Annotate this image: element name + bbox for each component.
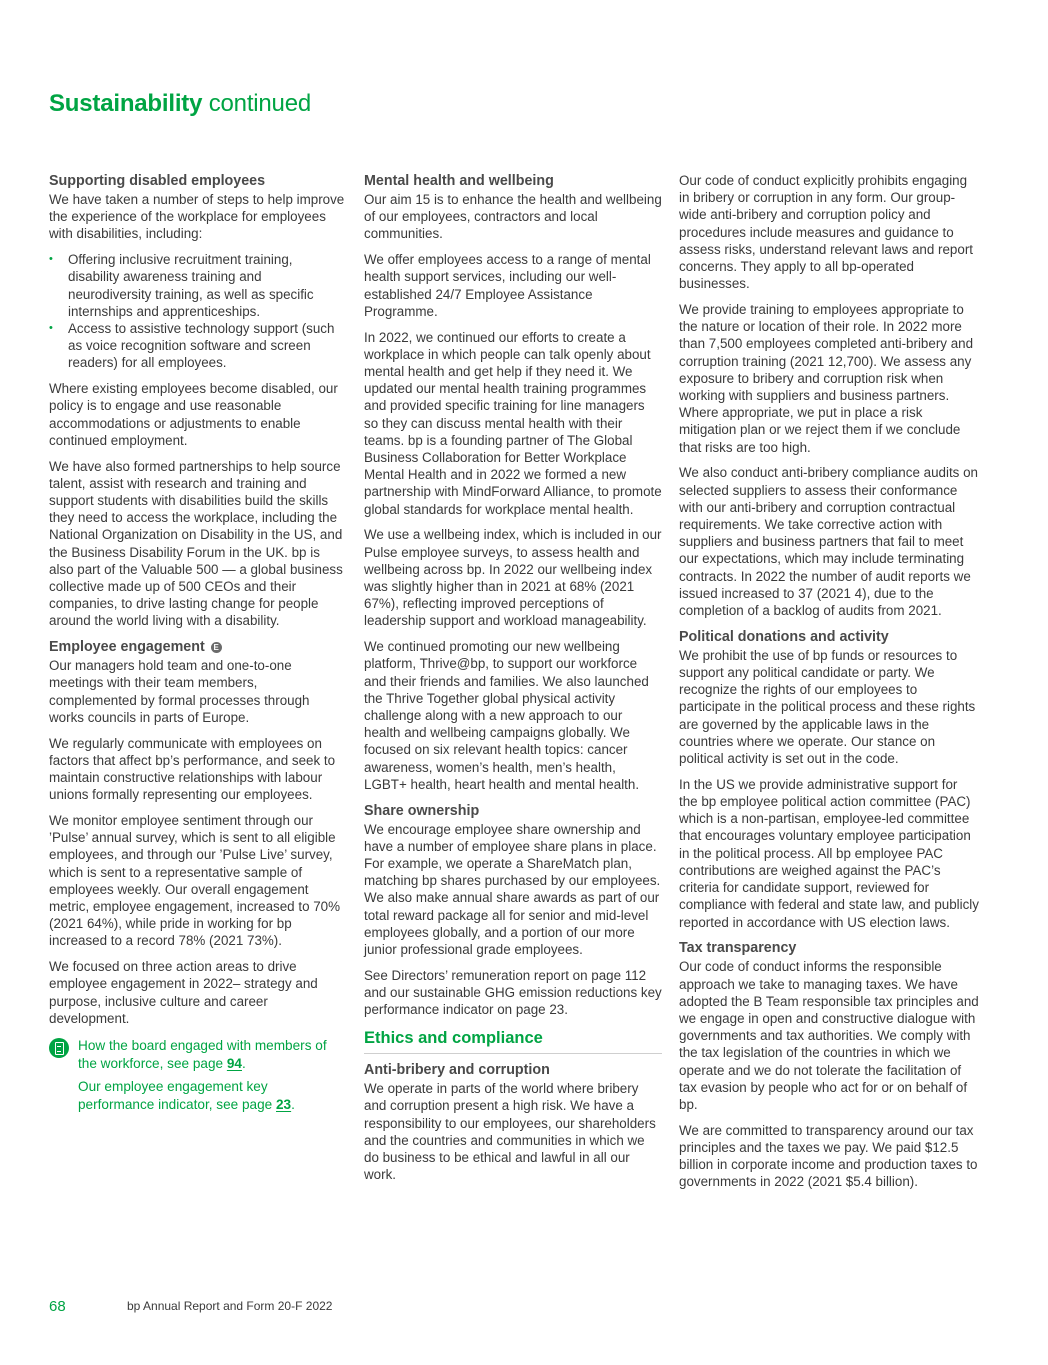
paragraph: We offer employees access to a range of mental health support services, including our well-established 24/7 Employee Assistance Programme. [364, 252, 651, 319]
paragraph: We prohibit the use of bp funds or resources to support any political candidate or party. We recognize the rights of our employees to participate in the political process and these rights are governed by the applicable laws in the countries where we operate. Our stance on political activity is set out in the code. [679, 647, 976, 767]
document-icon [49, 1038, 69, 1058]
page-title-continued: continued [202, 90, 312, 117]
paragraph: In the US we provide administrative support for the bp employee political action committee (PAC) which is a non-partisan, employee-led committee that encourages voluntary employee participation in the political process. All bp employee PAC contributions are weighed against the PAC’s criteria for candidate support, reviewed for compliance with federal and state law, and publicly reported in accordance with US election laws. [679, 776, 979, 930]
heading-tax-transparency: Tax transparency [679, 940, 797, 957]
paragraph: We monitor employee sentiment through our ’Pulse’ annual survey, which is sent to all eligible employees, and through our ’Pulse Live’ survey, which is sent to a representative sample of employees weekly. Our overall engagement metric, employee engagement, increased to 70% (2021 64%), while pride in working for bp increased to a record 78% (2021 73%). [49, 813, 341, 949]
footer-document-title: bp Annual Report and Form 20-F 2022 [127, 1299, 333, 1313]
paragraph: We have taken a number of steps to help improve the experience of the workplace for employees with disabilities, including: [49, 192, 345, 242]
page-94-link[interactable]: 94 [226, 1056, 242, 1072]
paragraph: We encourage employee share ownership and have a number of employee share plans in place. For example, we operate a ShareMatch plan, matching bp shares purchased by our employees. We also make annual share awards as part of our total reward package all for senior and mid-level employees globally, and a portion of our more junior professional grade employees. [364, 821, 661, 958]
page-title [49, 90, 311, 118]
paragraph: We also conduct anti-bribery compliance audits on selected suppliers to assess their conformance with our anti-bribery and corruption contractual requirements. We take corrective action with suppliers and business partners that fail to meet our expectations, which may include terminating contracts. In 2022 the number of audit reports we issued increased to 37 (2021 4), due to the completion of a backlog of audits from 2021. [679, 465, 978, 619]
cross-reference-text: Our employee engagement key performance indicator, see page [78, 1079, 276, 1113]
paragraph: Where existing employees become disabled, our policy is to engage and use reasonable accommodations or adjustments to enable continued employment. [49, 381, 338, 448]
paragraph: In 2022, we continued our efforts to create a workplace in which people can talk openly about mental health and get help if they need it. We updated our mental health training programmes and provided specific training for line managers so they can discuss mental health with their teams. bp is a founding partner of The Global Business Collaboration for Better Workplace Mental Health and in 2022 we formed a new partnership with MindForward Alliance, to promote global standards for workplace mental health. [364, 329, 662, 517]
paragraph: We use a wellbeing index, which is included in our Pulse employee surveys, to assess health and wellbeing across bp. In 2022 our wellbeing index was slightly higher than in 2021 at 68% (2021 67%), reflecting improved perceptions of leadership support and workload manageability. [364, 527, 662, 629]
paragraph: We regularly communicate with employees on factors that affect bp’s performance, and seek to maintain constructive relationships with labour unions formally representing our employees. [49, 735, 336, 803]
paragraph: See Directors’ remuneration report on page 112 and our sustainable GHG emission reductions key performance indicator on page 23. [364, 967, 662, 1018]
paragraph: We focused on three action areas to drive employee engagement in 2022– strategy and purpose, inclusive culture and career development. [49, 959, 318, 1026]
heading-political-donations: Political donations and activity [679, 628, 889, 645]
bullet-list [49, 251, 345, 371]
paragraph: We are committed to transparency around our tax principles and the taxes we pay. We paid $12.5 billion in corporate income and production taxes to governments in 2022 (2021 $5.4 billion). [679, 1122, 978, 1190]
engagement-badge-icon: E [211, 642, 222, 653]
paragraph: We continued promoting our new wellbeing platform, Thrive@bp, to support our workforce and their friends and families. We also launched the Thrive Together global physical activity challenge along with a new approach to our health and wellbeing campaigns globally. We focused on six relevant health topics: cancer awareness, women’s health, men’s health, LGBT+ health, heart health and mental health. [364, 639, 649, 792]
heading-supporting-disabled-employees: Supporting disabled employees [49, 173, 266, 189]
paragraph: We provide training to employees appropriate to the nature or location of their role. In 2022 more than 7,500 employees completed anti-bribery and corruption training (2021 12,700). We assess any exposure to bribery and corruption risk when working with suppliers and business partners. Where appropriate, we put in place a risk mitigation plan or we reject them if we conclude that risks are too high. [679, 302, 974, 455]
heading-text: Employee engagement [49, 639, 205, 656]
paragraph: Our managers hold team and one-to-one meetings with their team members, complemented by formal processes through works councils in parts of Europe. [49, 658, 310, 725]
page-23-link[interactable]: 23 [276, 1097, 292, 1113]
bullet-item: • Offering inclusive recruitment training, disability awareness training and neurodiversity training, as well as specific internships and apprenticeships. [49, 251, 345, 320]
cross-reference-box [49, 1037, 345, 1114]
cross-reference-text: How the board engaged with members of the workforce, see page [78, 1038, 327, 1072]
period: . [291, 1097, 295, 1113]
heading-share-ownership: Share ownership [364, 802, 480, 819]
heading-anti-bribery: Anti-bribery and corruption [364, 1062, 550, 1079]
paragraph: Our code of conduct explicitly prohibits engaging in bribery or corruption in any form. Our group-wide anti-bribery and corruption policy and procedures include measures and guidance to assess risks, understand relevant laws and report concerns. They apply to all bp-operated businesses. [679, 173, 973, 292]
paragraph: We operate in parts of the world where bribery and corruption present a high risk. We have a responsibility to our employees, our shareholders and the countries and communities in which we do business to be ethical and lawful in all our work. [364, 1081, 656, 1183]
footer-page-number: 68 [49, 1298, 66, 1315]
page-title-bold: Sustainability [49, 90, 203, 117]
cross-reference-kpi [78, 1078, 345, 1114]
heading-mental-health: Mental health and wellbeing [364, 173, 554, 189]
paragraph: Our code of conduct informs the responsible approach we take to managing taxes. We have adopted the B Team responsible tax principles and we engage in open and constructive dialogue with governments and tax authorities. We comply with the tax legislation of the countries in which we operate and we do not tolerate the facilitation of tax evasion by people who act for or on behalf of bp. [679, 959, 979, 1112]
period: . [242, 1056, 246, 1072]
bullet-item: • Access to assistive technology support (such as voice recognition software and screen readers) for all employees. [49, 320, 345, 372]
heading-employee-engagement [49, 638, 345, 657]
column-right [679, 172, 979, 1199]
paragraph: Our aim 15 is to enhance the health and wellbeing of our employees, contractors and local communities. [364, 192, 662, 242]
paragraph: We have also formed partnerships to help source talent, assist with research and training and support students with disabilities build the skills they need to access the workplace, including the National Organization on Disability in the US, and the Business Disability Forum in the UK. bp is also part of the Valuable 500 — a global business collective made up of 500 CEOs and their companies, to drive lasting change for people around the world living with a disability. [49, 458, 343, 629]
cross-reference-board [78, 1037, 345, 1073]
column-middle [364, 172, 662, 1192]
section-heading-ethics-compliance: Ethics and compliance [364, 1027, 662, 1054]
column-left [49, 172, 345, 1119]
